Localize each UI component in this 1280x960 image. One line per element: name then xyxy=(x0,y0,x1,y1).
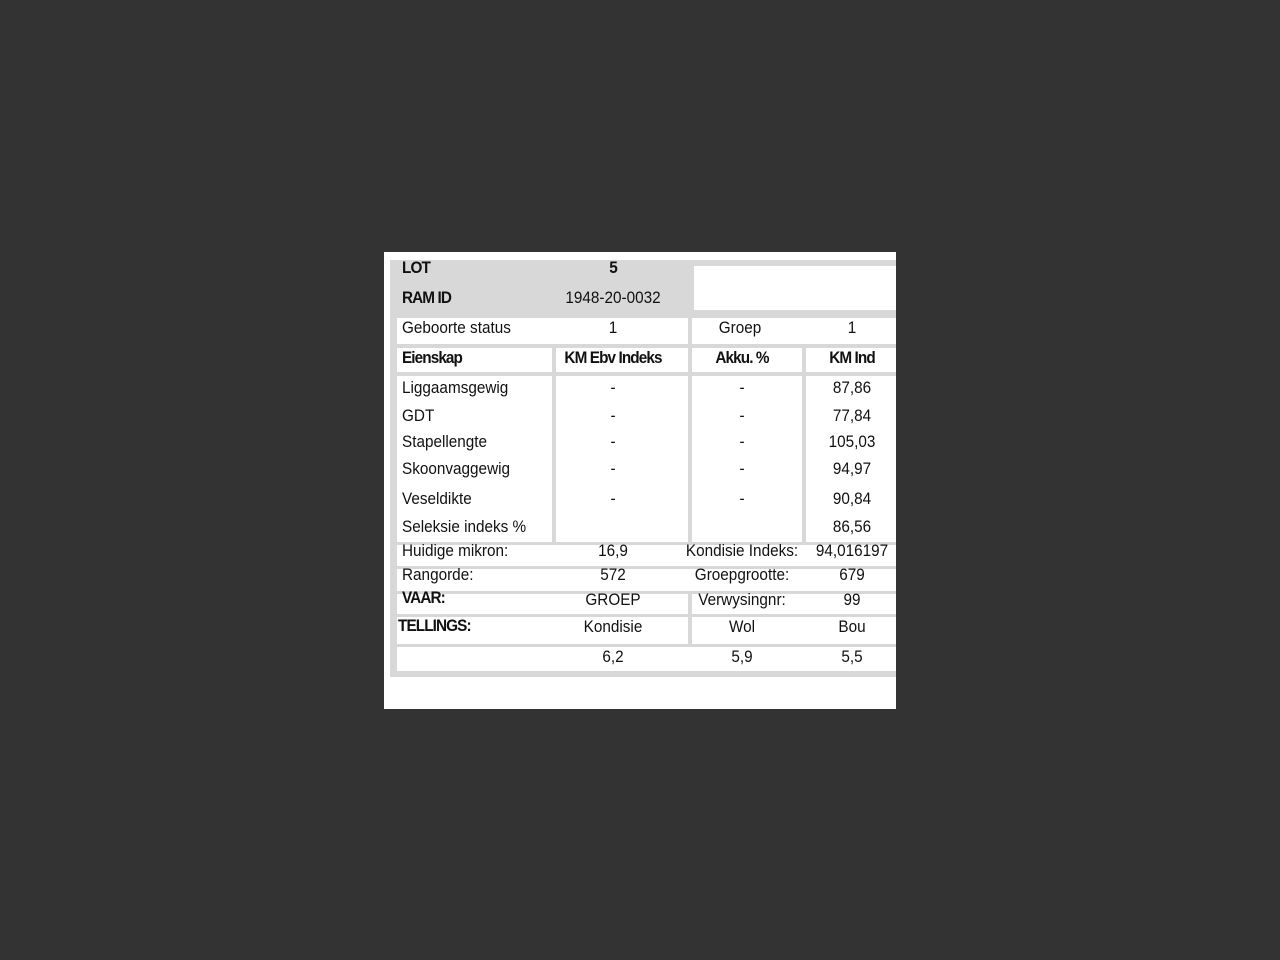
row-kmind: 77,84 xyxy=(832,406,872,425)
header-kmind: KM Ind xyxy=(829,348,875,367)
ram-lot-card xyxy=(384,252,896,709)
acc-column xyxy=(692,376,802,542)
group-value: 1 xyxy=(847,318,857,337)
tellings-build: Bou xyxy=(838,617,866,636)
row-index: - xyxy=(610,489,616,508)
group-size-value: 679 xyxy=(839,565,865,584)
condition-index-value: 94,016197 xyxy=(815,541,889,560)
row-index: - xyxy=(610,432,616,451)
reference-value: 99 xyxy=(843,590,861,609)
micron-value: 16,9 xyxy=(598,541,628,560)
row-trait: GDT xyxy=(402,406,435,425)
scores-row xyxy=(397,647,896,671)
header-acc: Akku. % xyxy=(715,348,769,367)
row-trait: Veseldikte xyxy=(402,489,472,508)
row-kmind: 94,97 xyxy=(832,459,872,478)
birth-status-value: 1 xyxy=(608,318,618,337)
row-acc: - xyxy=(739,432,745,451)
score-build: 5,5 xyxy=(841,647,863,666)
vaar-value: GROEP xyxy=(585,590,641,609)
rank-value: 572 xyxy=(600,565,626,584)
row-acc: - xyxy=(739,489,745,508)
row-index: - xyxy=(610,378,616,397)
group-label: Groep xyxy=(718,318,762,337)
header-trait: Eienskap xyxy=(402,348,462,367)
index-column xyxy=(556,376,688,542)
score-wool: 5,9 xyxy=(731,647,753,666)
condition-index-label: Kondisie Indeks: xyxy=(685,541,799,560)
ram-id-label: RAM ID xyxy=(402,288,452,307)
row-trait: Skoonvaggewig xyxy=(402,459,511,478)
row-trait: Stapellengte xyxy=(402,432,488,451)
micron-label: Huidige mikron: xyxy=(402,541,509,560)
lot-label: LOT xyxy=(402,258,430,277)
tellings-condition: Kondisie xyxy=(583,617,643,636)
ram-id-value: 1948-20-0032 xyxy=(565,288,661,307)
score-condition: 6,2 xyxy=(602,647,624,666)
row-index: - xyxy=(610,459,616,478)
row-kmind: 105,03 xyxy=(828,432,876,451)
rank-label: Rangorde: xyxy=(402,565,474,584)
tellings-label: TELLINGS: xyxy=(398,616,471,635)
row-acc: - xyxy=(739,406,745,425)
header-index: KM Ebv Indeks xyxy=(564,348,662,367)
row-trait: Seleksie indeks % xyxy=(402,517,527,536)
row-kmind: 90,84 xyxy=(832,489,872,508)
row-trait: Liggaamsgewig xyxy=(402,378,509,397)
row-acc: - xyxy=(739,459,745,478)
vaar-label: VAAR: xyxy=(402,588,445,607)
blank-header-box xyxy=(694,266,896,310)
reference-label: Verwysingnr: xyxy=(698,590,786,609)
row-kmind: 86,56 xyxy=(832,517,872,536)
birth-status-label: Geboorte status xyxy=(402,318,511,337)
row-index: - xyxy=(610,406,616,425)
row-acc: - xyxy=(739,378,745,397)
lot-value: 5 xyxy=(609,258,617,277)
tellings-wool: Wol xyxy=(728,617,756,636)
row-kmind: 87,86 xyxy=(832,378,872,397)
group-size-label: Groepgrootte: xyxy=(694,565,790,584)
